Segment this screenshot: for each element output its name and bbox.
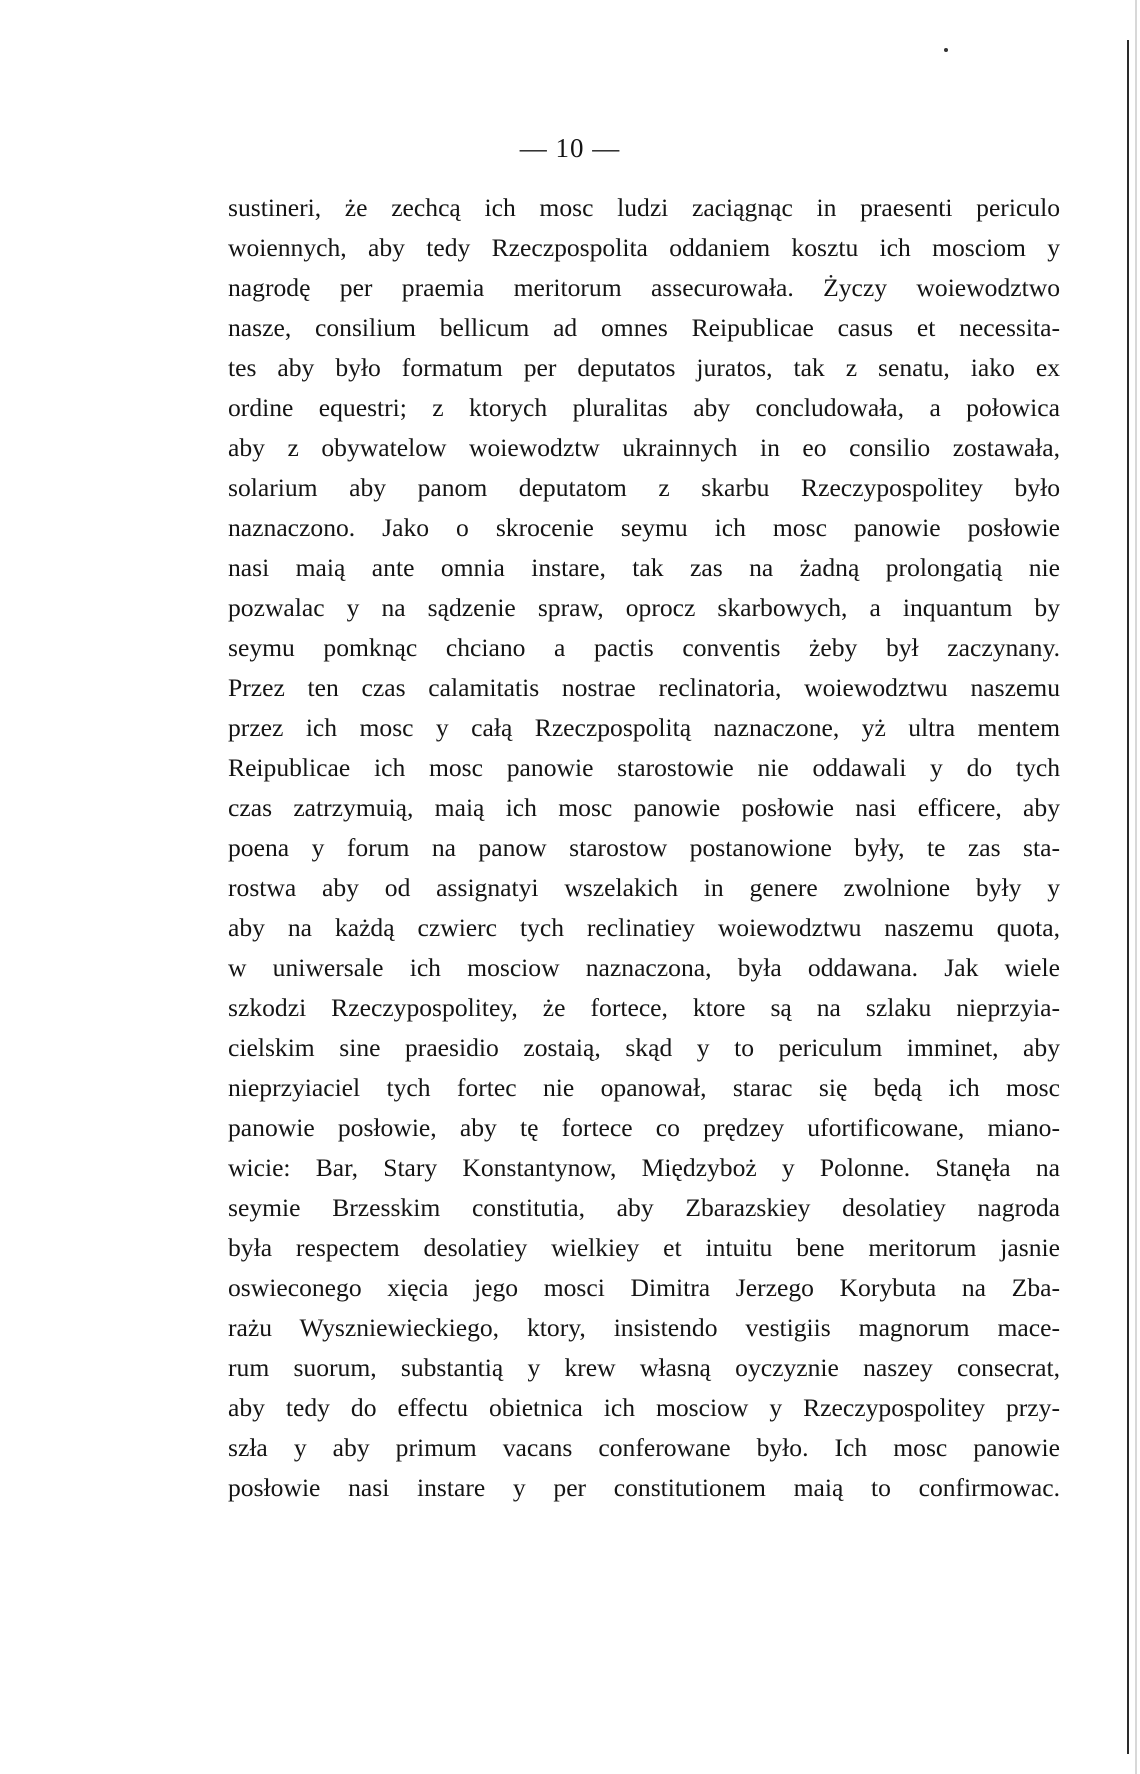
text-line: seymie Brzesskim constitutia, aby Zbarazskiey desolatiey nagroda — [228, 1193, 1060, 1222]
text-line: przez ich mosc y całą Rzeczpospolitą naznaczone, yż ultra mentem — [228, 713, 1060, 742]
page-binding-edge — [1127, 40, 1129, 1754]
text-line: cielskim sine praesidio zostaią, skąd y to periculum imminet, aby — [228, 1033, 1060, 1062]
text-line: ordine equestri; z ktorych pluralitas aby concludowała, a połowica — [228, 393, 1060, 422]
text-line: aby z obywatelow woiewodztw ukrainnych in eo consilio zostawała, — [228, 433, 1060, 462]
text-line: seymu pomknąc chciano a pactis conventis żeby był zaczynany. — [228, 633, 1060, 662]
text-line: poena y forum na panow starostow postanowione były, te zas sta- — [228, 833, 1060, 862]
text-line: wicie: Bar, Stary Konstantynow, Międzyboż y Polonne. Stanęła na — [228, 1153, 1060, 1182]
text-line: solarium aby panom deputatom z skarbu Rzeczypospolitey było — [228, 473, 1060, 502]
text-line: Przez ten czas calamitatis nostrae reclinatoria, woiewodztwu naszemu — [228, 673, 1060, 702]
text-line: szła y aby primum vacans conferowane było. Ich mosc panowie — [228, 1433, 1060, 1462]
page-number — [0, 132, 1140, 164]
page-edge-shadow — [1135, 0, 1137, 1774]
text-line: nasze, consilium bellicum ad omnes Reipublicae casus et necessita- — [228, 313, 1060, 342]
text-line: woiennych, aby tedy Rzeczpospolita oddaniem kosztu ich mosciom y — [228, 233, 1060, 262]
text-line: rostwa aby od assignatyi wszelakich in genere zwolnione były y — [228, 873, 1060, 902]
text-line: w uniwersale ich mosciow naznaczona, była oddawana. Jak wiele — [228, 953, 1060, 982]
text-line: nieprzyiaciel tych fortec nie opanował, starac się będą ich mosc — [228, 1073, 1060, 1102]
text-line: aby tedy do effectu obietnica ich mosciow y Rzeczypospolitey przy- — [228, 1393, 1060, 1422]
text-line: rażu Wyszniewieckiego, ktory, insistendo vestigiis magnorum mace- — [228, 1313, 1060, 1342]
text-line: nagrodę per praemia meritorum assecurowała. Życzy woiewodztwo — [228, 273, 1060, 302]
text-line: panowie posłowie, aby tę fortece co prędzey ufortificowane, miano- — [228, 1113, 1060, 1142]
text-line: aby na każdą czwierc tych reclinatiey woiewodztwu naszemu quota, — [228, 913, 1060, 942]
text-line: czas zatrzymuią, maią ich mosc panowie posłowie nasi efficere, aby — [228, 793, 1060, 822]
text-line: naznaczono. Jako o skrocenie seymu ich mosc panowie posłowie — [228, 513, 1060, 542]
text-line: szkodzi Rzeczypospolitey, że fortece, ktore są na szlaku nieprzyia- — [228, 993, 1060, 1022]
text-line: posłowie nasi instare y per constitutionem maią to confirmowac. — [228, 1473, 1060, 1502]
text-line: oswieconego xięcia jego mosci Dimitra Jerzego Korybuta na Zba- — [228, 1273, 1060, 1302]
text-line: była respectem desolatiey wielkiey et intuitu bene meritorum jasnie — [228, 1233, 1060, 1262]
text-line: nasi maią ante omnia instare, tak zas na żadną prolongatią nie — [228, 553, 1060, 582]
text-line: rum suorum, substantią y krew własną oyczyznie naszey consecrat, — [228, 1353, 1060, 1382]
text-line: Reipublicae ich mosc panowie starostowie nie oddawali y do tych — [228, 753, 1060, 782]
page-number-text: — 10 — — [519, 133, 621, 163]
text-line: tes aby było formatum per deputatos juratos, tak z senatu, iako ex — [228, 353, 1060, 382]
text-line: pozwalac y na sądzenie spraw, oprocz skarbowych, a inquantum by — [228, 593, 1060, 622]
text-line: sustineri, że zechcą ich mosc ludzi zaciągnąc in praesenti periculo — [228, 193, 1060, 222]
print-speck — [944, 48, 948, 52]
body-text — [228, 188, 1060, 1508]
